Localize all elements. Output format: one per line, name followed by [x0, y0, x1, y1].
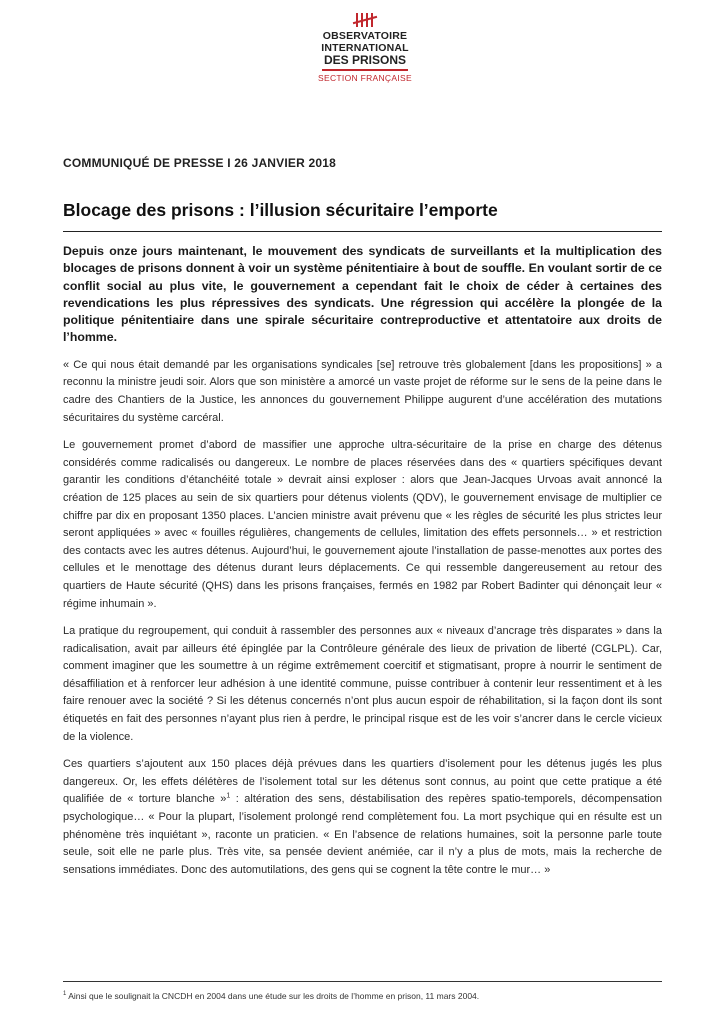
page-title: Blocage des prisons : l’illusion sécuritaire l’emporte — [63, 200, 498, 220]
footnote-text: Ainsi que le soulignait la CNCDH en 2004 dans une étude sur les droits de l’homme en prison, 11 mars 2004. — [66, 991, 480, 1001]
paragraph-4 — [63, 756, 662, 879]
title-divider — [63, 231, 662, 232]
press-release-label: COMMUNIQUÉ DE PRESSE I 26 JANVIER 2018 — [63, 156, 337, 170]
lead-paragraph: Depuis onze jours maintenant, le mouvement des syndicats de surveillants et la multiplication des blocages de prisons donnent à voir un système pénitentiaire à bout de souffle. En voulant sortir de ce conflit social au plus vite, le gouvernement a cependant fait le choix de céder à certaines des revendications les plus répressives des syndicats. Une régression qui accélère la plongée de la politique pénitentiaire dans une spirale sécuritaire contreproductive et attentatoire aux droits de l’homme. — [63, 244, 662, 345]
paragraph-2: Le gouvernement promet d’abord de massifier une approche ultra-sécuritaire de la prise en charge des détenus considérés comme radicalisés ou dangereux. Le nombre de places réservées dans des « quartiers spécifiques devant garantir les conditions d’étanchéité totale » devrait ainsi exploser : alors que Jean-Jacques Urvoas avait annoncé la création de 125 places au sein de six quartiers pour détenus violents (QDV), le gouvernement envisage de multiplier ce chiffre par dix en proposant 1350 places. L’ancien ministre avait prévenu que « les règles de sécurité les plus strictes leur seront appliquées » avec « fouilles régulières, changements de cellules, limitation des effets personnels… » et restriction des contacts avec les autres détenus. Aujourd’hui, le gouvernement ajoute l’installation de passe-menottes aux portes des cellules et le menottage des détenus durant leurs déplacements. Ce qui ressemble dangereusement au retour des quartiers de Haute sécurité (QHS) dans les prisons françaises, fermés en 1982 par Robert Badinter qui dénonçait leur « régime inhumain ». — [63, 439, 662, 610]
organization-logo — [280, 12, 450, 83]
paragraph-3: La pratique du regroupement, qui conduit à rassembler des personnes aux « niveaux d’ancrage très disparates » dans la radicalisation, avait par ailleurs été épinglée par la Contrôleure générale des lieux de privation de liberté (CGLPL). Car, comment imaginer que les soumettre à un régime extrêmement coercitif et stigmatisant, propre à nourrir le sentiment de désaffiliation et à renforcer leur adhésion à une identité commune, puisse contribuer à contenir leur ressentiment et à les faire renouer avec la société ? Si les détenus concernés n’ont plus aucun espoir de réhabilitation, si la façon dont ils sont étiquetés en fait des personnes n’ayant plus rien à perdre, le principal risque est de les voir s’ancrer dans le cercle vicieux de la violence. — [63, 625, 662, 743]
logo-line-1: OBSERVATOIRE INTERNATIONAL — [321, 30, 409, 54]
article-body — [63, 243, 662, 889]
paragraph-1: « Ce qui nous était demandé par les organisations syndicales [se] retrouve très globalement [dans les propositions] » a reconnu la ministre jeudi soir. Alors que son ministère a amorcé un vaste projet de réforme sur le sens de la peine dans le cadre des Chantiers de la Justice, les annonces du gouvernement Philippe augurent d’une accélération des mutations sécuritaires du système carcéral. — [63, 358, 662, 424]
logo-divider — [322, 69, 408, 71]
paragraph-4-text-a: Ces quartiers s’ajoutent aux 150 places déjà prévues dans les quartiers d’isolement pour les détenus jugés les plus dangereux. Or, les effets délétères de l’isolement total sur les détenus sont connus, au point que cette pratique a été qualifiée de « torture blanche » — [63, 758, 662, 806]
footnote — [63, 991, 479, 1001]
logo-line-2: DES PRISONS — [323, 53, 407, 67]
footnote-marker: 1 — [63, 991, 67, 998]
tally-marks-icon — [352, 12, 378, 28]
footnote-divider — [63, 981, 662, 982]
logo-line-3: SECTION FRANÇAISE — [318, 72, 412, 83]
footnote-reference: 1 — [226, 792, 231, 800]
paragraph-4-text-b: : altération des sens, déstabilisation des repères spatio-temporels, décompensation psychologique… « Pour la plupart, l’isolement prolongé rend complètement fou. La mort psychique qui en résulte est un phénomène très inquiétant », raconte un praticien. « En l’absence de relations humaines, soit la personne parle toute seule, soit elle ne parle plus. Très vite, sa pensée devient anémiée, car il n’y a plus de mots, mais la recherche de sensations immédiates. Donc des automutilations, des gens qui se cognent la tête contre le mur… » — [63, 793, 662, 876]
